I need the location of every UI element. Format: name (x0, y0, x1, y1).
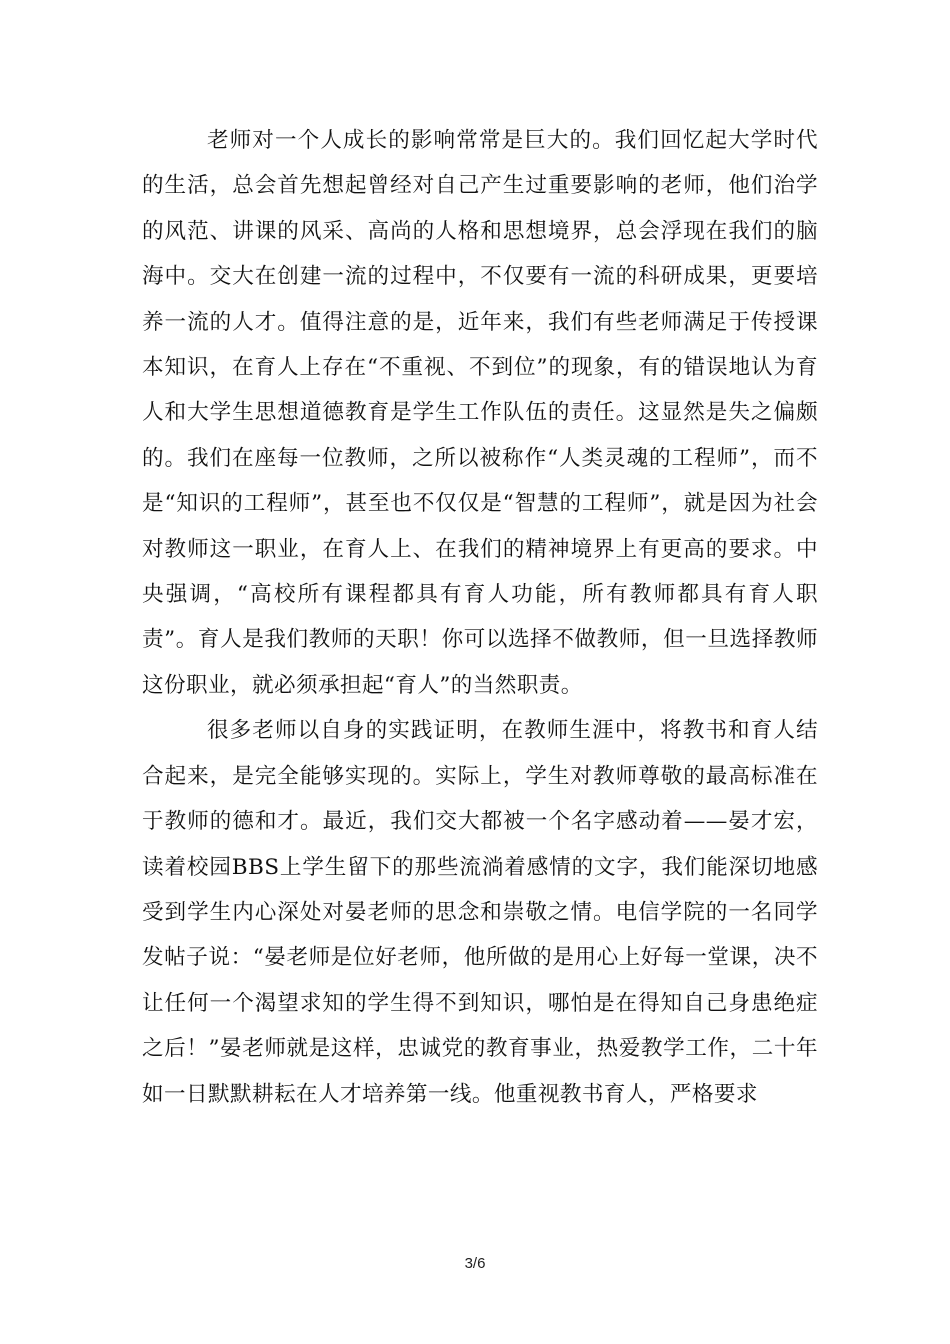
paragraph-2: 很多老师以自身的实践证明，在教师生涯中，将教书和育人结合起来，是完全能够实现的。实际上，学生对教师尊敬的最高标准在于教师的德和才。最近，我们交大都被一个名字感动着——晏才宏，读着校园BBS上学生留下的那些流淌着感情的文字，我们能深切地感受到学生内心深处对晏老师的思念和崇敬之情。电信学院的一名同学发帖子说：“晏老师是位好老师，他所做的是用心上好每一堂课，决不让任何一个渴望求知的学生得不到知识，哪怕是在得知自己身患绝症之后！”晏老师就是这样，忠诚党的教育事业，热爱教学工作，二十年如一日默默耕耘在人才培养第一线。他重视教书育人，严格要求 (142, 718, 818, 1107)
page-number: 3/6 (464, 1255, 486, 1272)
body-text (142, 118, 818, 1117)
paragraph-1: 老师对一个人成长的影响常常是巨大的。我们回忆起大学时代的生活，总会首先想起曾经对自己产生过重要影响的老师，他们治学的风范、讲课的风采、高尚的人格和思想境界，总会浮现在我们的脑海中。交大在创建一流的过程中，不仅要有一流的科研成果，更要培养一流的人才。值得注意的是，近年来，我们有些老师满足于传授课本知识，在育人上存在“不重视、不到位”的现象，有的错误地认为育人和大学生思想道德教育是学生工作队伍的责任。这显然是失之偏颇的。我们在座每一位教师，之所以被称作“人类灵魂的工程师”，而不是“知识的工程师”，甚至也不仅仅是“智慧的工程师”，就是因为社会对教师这一职业，在育人上、在我们的精神境界上有更高的要求。中央强调，“高校所有课程都具有育人功能，所有教师都具有育人职责”。育人是我们教师的天职！你可以选择不做教师，但一旦选择教师这份职业，就必须承担起“育人”的当然职责。 (142, 128, 818, 698)
